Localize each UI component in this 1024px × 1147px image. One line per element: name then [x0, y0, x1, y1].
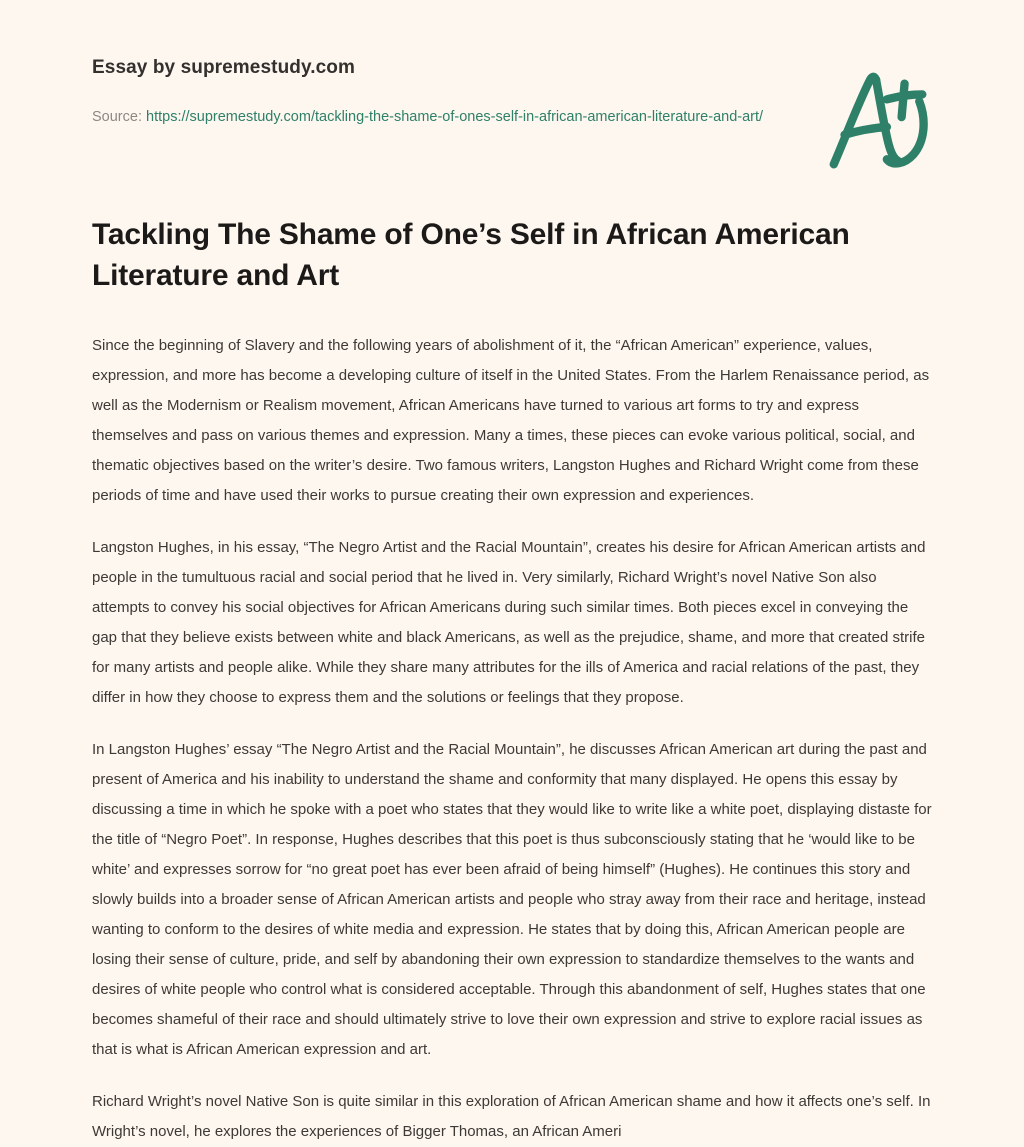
article-body — [92, 331, 932, 1147]
essay-byline: Essay by supremestudy.com — [92, 57, 355, 78]
page-header — [0, 0, 1024, 131]
a-plus-logo[interactable] — [820, 62, 938, 180]
paragraph: In Langston Hughes’ essay “The Negro Artist and the Racial Mountain”, he discusses African American art during the past and present of America and his inability to understand the shame and conformity that many displayed. He opens this essay by discussing a time in which he spoke with a poet who states that they would like to write like a white poet, displaying distaste for the title of “Negro Poet”. In response, Hughes describes that this poet is thus subconsciously stating that he ‘would like to be white’ and expresses sorrow for “no great poet has ever been afraid of being himself” (Hughes). He continues this story and slowly builds into a broader sense of African American artists and people who stray away from their race and heritage, instead wanting to conform to the desires of white media and expression. He states that by doing this, African American people are losing their sense of culture, pride, and self by abandoning their own expression to standardize themselves to the wants and desires of white people who control what is considered acceptable. Through this abandonment of self, Hughes states that one becomes shameful of their race and should ultimately strive to love their own expression and strive to explore racial issues as that is what is African American expression and art. — [92, 740, 932, 1058]
paragraph: Since the beginning of Slavery and the following years of abolishment of it, the “African American” experience, values, expression, and more has become a developing culture of itself in the United States. From the Harlem Renaissance period, as well as the Modernism or Realism movement, African Americans have turned to various art forms to try and express themselves and pass on various themes and expression. Many a times, these pieces can evoke various political, social, and thematic objectives based on the writer’s desire. Two famous writers, Langston Hughes and Richard Wright come from these periods of time and have used their works to pursue creating their own expression and experiences. — [92, 336, 930, 504]
source-line — [92, 103, 772, 131]
source-label: Source: — [92, 108, 142, 125]
article — [0, 215, 1024, 1147]
paragraph: Langston Hughes, in his essay, “The Negro Artist and the Racial Mountain”, creates his desire for African American artists and people in the tumultuous racial and social period that he lived in. Very similarly, Richard Wright’s novel Native Son also attempts to convey his social objectives for African Americans during such similar times. Both pieces excel in conveying the gap that they believe exists between white and black Americans, as well as the prejudice, shame, and more that created strife for many artists and people alike. While they share many attributes for the ills of America and racial relations of the past, they differ in how they choose to express them and the solutions or feelings that they propose. — [92, 538, 926, 706]
a-plus-logo-icon — [820, 62, 938, 180]
source-url-link[interactable]: https://supremestudy.com/tackling-the-shame-of-ones-self-in-african-american-literature-and-art/ — [146, 108, 764, 125]
page-title: Tackling The Shame of One’s Self in African American Literature and Art — [92, 217, 850, 292]
paragraph: Richard Wright’s novel Native Son is quite similar in this exploration of African American shame and how it affects one’s self. In Wright’s novel, he explores the experiences of Bigger Thomas, an African Ameri — [92, 1092, 931, 1140]
